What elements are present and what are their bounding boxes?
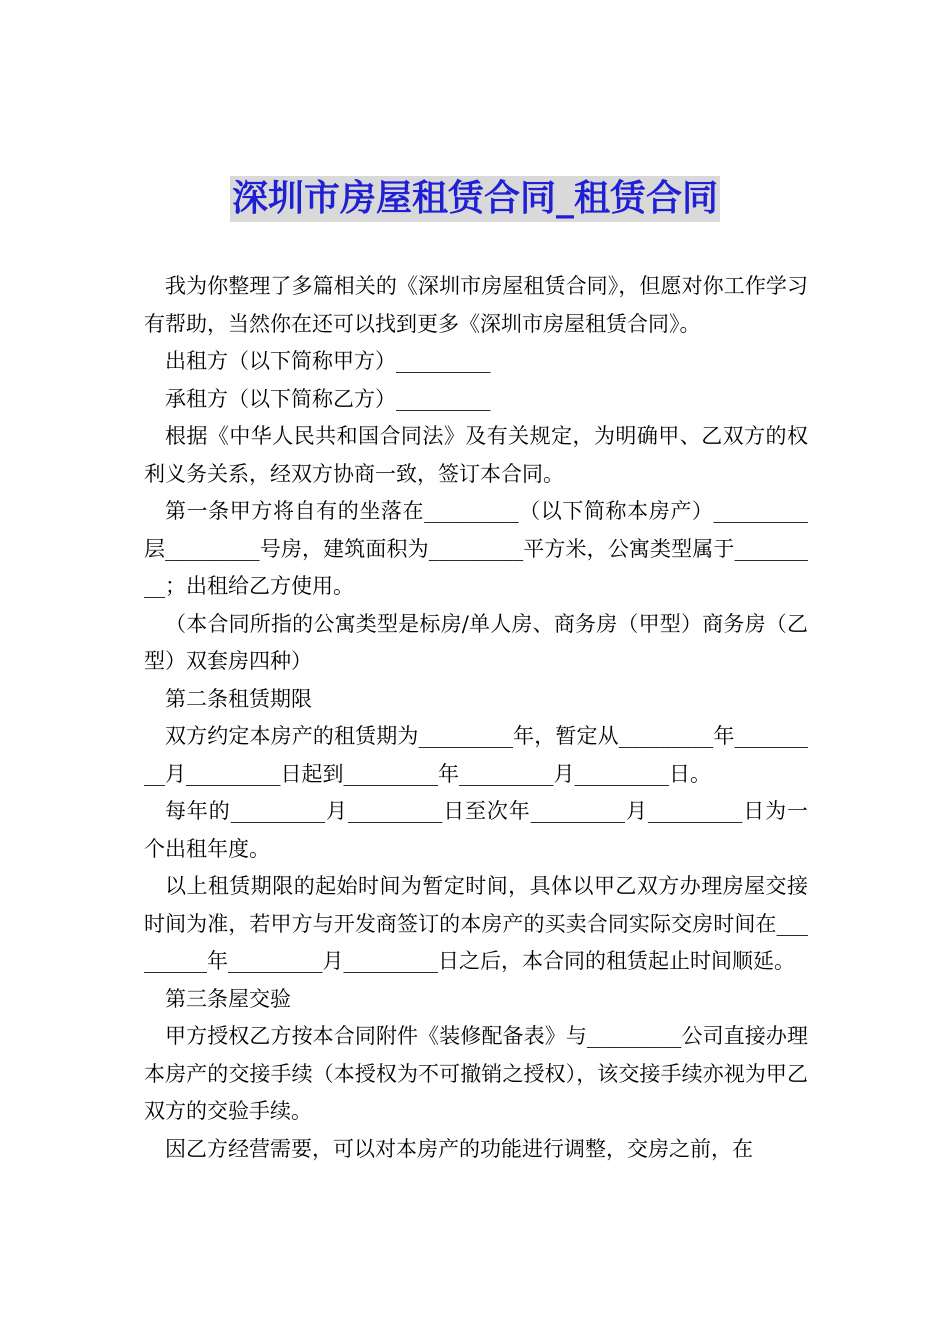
lease-year-paragraph: 每年的_________月_________日至次年_________月_________日为一个出租年度。	[144, 799, 808, 861]
handover-paragraph: 甲方授权乙方按本合同附件《装修配备表》与_________公司直接办理本房产的交接手续（本授权为不可撤销之授权），该交接手续亦视为甲乙双方的交验手续。	[144, 1024, 808, 1123]
function-adjustment-paragraph: 因乙方经营需要，可以对本房产的功能进行调整，交房之前，在	[165, 1136, 753, 1161]
intro-paragraph: 我为你整理了多篇相关的《深圳市房屋租赁合同》，但愿对你工作学习有帮助，当然你在还可以找到更多《深圳市房屋租赁合同》。	[144, 274, 808, 336]
document-title: 深圳市房屋租赁合同_租赁合同	[230, 176, 720, 222]
apartment-types-note: （本合同所指的公寓类型是标房/单人房、商务房（甲型）商务房（乙型）双套房四种）	[144, 611, 808, 673]
title-container	[0, 176, 950, 222]
lessor-line: 出租方（以下简称甲方）_________	[165, 349, 491, 373]
article-1-paragraph: 第一条甲方将自有的坐落在_________（以下简称本房产）_________层_________号房，建筑面积为_________平方米，公寓类型属于_________；出租给乙方使用。	[144, 499, 808, 598]
article-2-heading: 第二条租赁期限	[165, 686, 312, 711]
lease-term-paragraph: 双方约定本房产的租赁期为_________年，暂定从_________年_________月_________日起到_________年_________月_________日。	[144, 724, 808, 786]
article-3-heading: 第三条屋交验	[165, 986, 291, 1011]
lessee-line: 承租方（以下简称乙方）_________	[165, 386, 491, 411]
term-adjustment-paragraph: 以上租赁期限的起始时间为暂定时间，具体以甲乙双方办理房屋交接时间为准，若甲方与开发商签订的本房产的买卖合同实际交房时间在_________年_________月_________日之后，本合同的租赁起止时间顺延。	[144, 874, 808, 973]
legal-basis-paragraph: 根据《中华人民共和国合同法》及有关规定，为明确甲、乙双方的权利义务关系，经双方协商一致，签订本合同。	[144, 424, 808, 486]
document-body	[144, 268, 808, 1168]
